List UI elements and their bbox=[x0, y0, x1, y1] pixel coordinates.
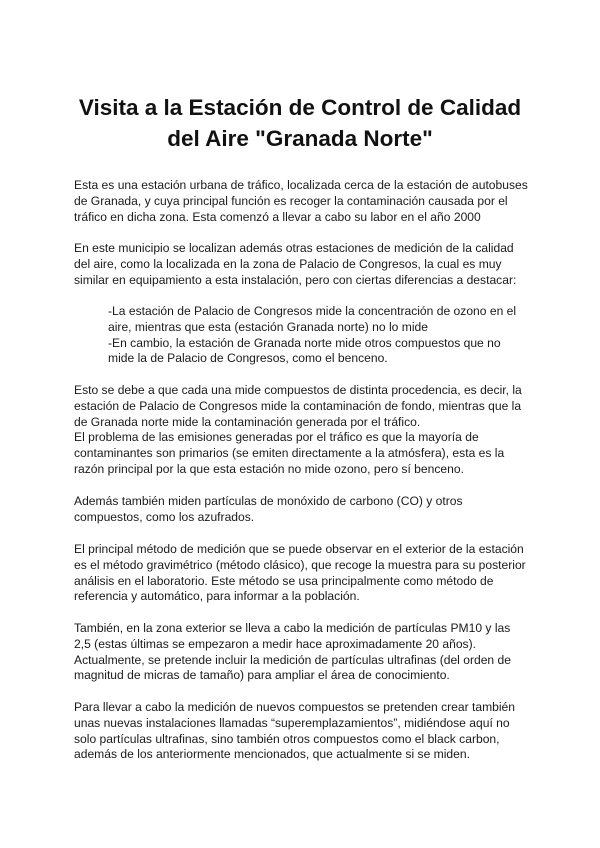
text-line: Esta es una estación urbana de tráfico, localizada cerca de la estación de autobuses bbox=[74, 178, 528, 192]
text-line: además de los anteriormente mencionados, que actualmente si se miden. bbox=[74, 747, 470, 762]
text-line: -La estación de Palacio de Congresos mide la concentración de ozono en el bbox=[108, 304, 517, 318]
text-line: El problema de las emisiones generadas por el tráfico es que la mayoría de bbox=[74, 430, 479, 445]
text-line: Actualmente, se pretende incluir la medición de partículas ultrafinas (del orden de bbox=[74, 652, 511, 667]
title-line: Visita a la Estación de Control de Calidad bbox=[78, 95, 522, 120]
paragraph-measurement-method bbox=[74, 542, 544, 605]
text-line: mide la de Palacio de Congresos, como el benceno. bbox=[108, 351, 388, 366]
text-line: Además también miden partículas de monóxido de carbono (CO) y otros bbox=[74, 494, 463, 508]
paragraph-superemplazamientos bbox=[74, 700, 544, 763]
paragraph-pm10 bbox=[74, 621, 544, 684]
text-line: similar en equipamiento a esta instalación, pero con ciertas diferencias a destacar: bbox=[74, 272, 517, 287]
text-line: solo partículas ultrafinas, sino también otros compuestos como el black carbon, bbox=[74, 731, 500, 746]
text-line: tráfico en dicha zona. Esta comenzó a llevar a cabo su labor en el año 2000 bbox=[74, 209, 481, 224]
paragraph-explanation bbox=[74, 383, 544, 478]
text-line: de Granada norte mide la contaminación generada por el tráfico. bbox=[74, 414, 421, 429]
text-line: aire, mientras que esta (estación Granada norte) no lo mide bbox=[108, 319, 428, 334]
text-line: Para llevar a cabo la medición de nuevos compuestos se pretenden crear también bbox=[74, 700, 516, 714]
paragraph-particles bbox=[74, 494, 544, 526]
text-line: es el método gravimétrico (método clásico), que recoge la muestra para su posterior bbox=[74, 557, 526, 572]
text-line: unas nuevas instalaciones llamadas “superemplazamientos”, midiéndose aquí no bbox=[74, 715, 510, 730]
paragraph-other-stations bbox=[74, 241, 544, 288]
text-line: del aire, como la localizada en la zona de Palacio de Congresos, la cual es muy bbox=[74, 256, 502, 271]
text-line: referencia y automático, para informar a la población. bbox=[74, 589, 360, 604]
text-line: estación de Palacio de Congresos mide la contaminación de fondo, mientras que la bbox=[74, 398, 522, 413]
text-line: 2,5 (estas últimas se empezaron a medir hace aproximadamente 20 años). bbox=[74, 636, 476, 651]
paragraph-differences-list bbox=[108, 304, 528, 367]
text-line: En este municipio se localizan además otras estaciones de medición de la calidad bbox=[74, 241, 514, 255]
text-line: El principal método de medición que se puede observar en el exterior de la estación bbox=[74, 542, 524, 556]
text-line: También, en la zona exterior se lleva a cabo la medición de partículas PM10 y las bbox=[74, 621, 511, 635]
text-line: Esto se debe a que cada una mide compuestos de distinta procedencia, es decir, la bbox=[74, 383, 522, 397]
text-line: de Granada, y cuya principal función es recoger la contaminación causada por el bbox=[74, 193, 508, 208]
text-line: razón principal por la que esta estación no mide ozono, pero sí benceno. bbox=[74, 461, 464, 476]
text-line: análisis en el laboratorio. Este método se usa principalmente como método de bbox=[74, 573, 494, 588]
text-line: magnitud de micras de tamaño) para ampliar el área de conocimiento. bbox=[74, 668, 450, 683]
document-title bbox=[60, 92, 540, 154]
text-line: compuestos, como los azufrados. bbox=[74, 509, 255, 524]
title-line: del Aire "Granada Norte" bbox=[167, 126, 433, 151]
text-line: contaminantes son primarios (se emiten directamente a la atmósfera), esta es la bbox=[74, 446, 505, 461]
text-line: -En cambio, la estación de Granada norte mide otros compuestos que no bbox=[108, 335, 501, 350]
paragraph-intro bbox=[74, 178, 544, 225]
